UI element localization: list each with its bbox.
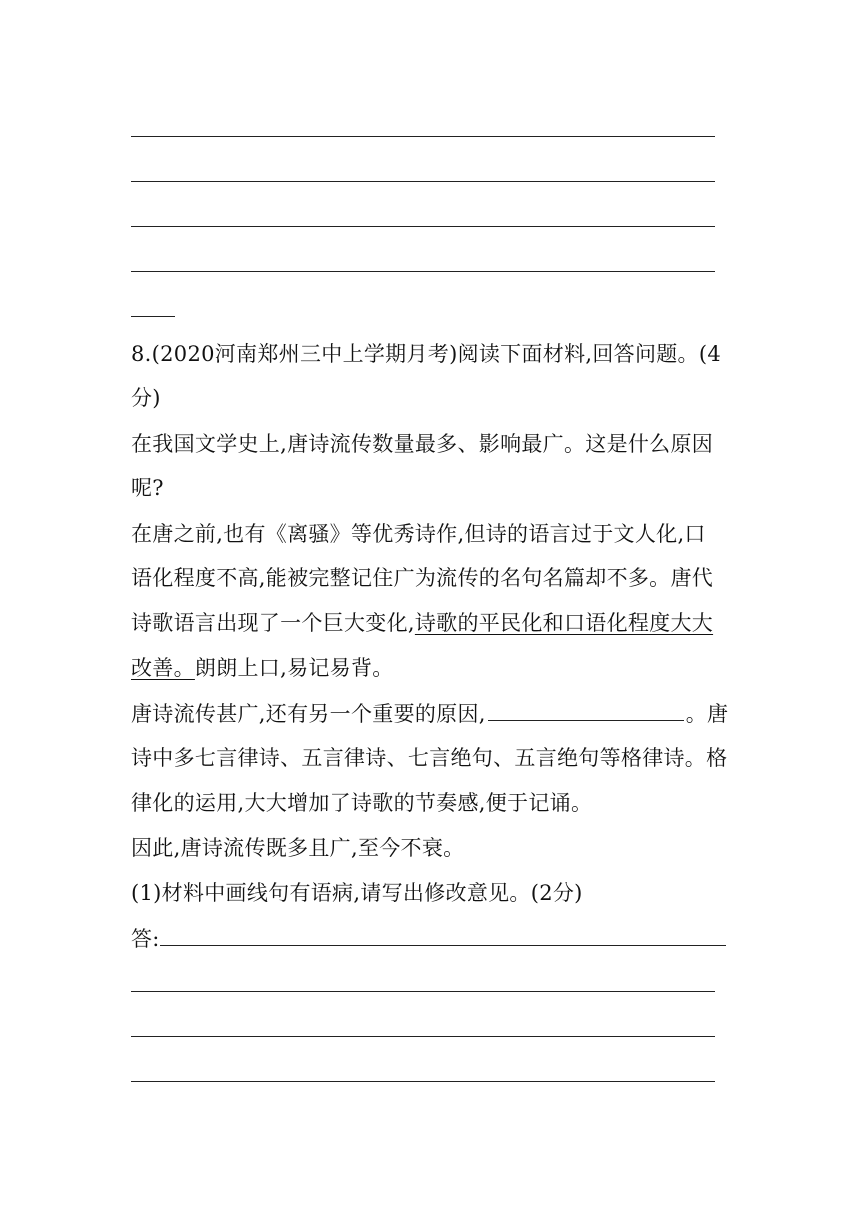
paragraph-3-text: 唐诗流传甚广,还有另一个重要的原因, [131, 702, 486, 726]
paragraph-1-line-2: 呢? [131, 476, 164, 500]
underlined-sentence: 诗歌的平民化和口语化程度大大 [414, 611, 714, 635]
answer-line[interactable] [131, 991, 715, 992]
answer-line[interactable] [131, 271, 715, 272]
question-header-cont: 分) [131, 386, 161, 410]
answer-label: 答: [131, 927, 160, 951]
paragraph-3-line-3: 律化的运用,大大增加了诗歌的节奏感,便于记诵。 [131, 791, 593, 815]
answer-line[interactable] [131, 226, 715, 227]
paragraph-3-text-cont: 。唐 [685, 702, 729, 726]
answer-line[interactable] [131, 1081, 715, 1082]
answer-field[interactable] [160, 923, 726, 946]
paragraph-2-line-3 [131, 608, 713, 638]
paragraph-2-text-end: 朗朗上口,易记易背。 [194, 656, 394, 680]
paragraph-1-line-1: 在我国文学史上,唐诗流传数量最多、影响最广。这是什么原因 [131, 432, 714, 456]
answer-line[interactable] [131, 1036, 715, 1037]
answer-line-end[interactable] [131, 316, 175, 317]
question-header: 8.(2020河南郑州三中上学期月考)阅读下面材料,回答问题。(4 [131, 342, 721, 366]
answer-row [131, 923, 726, 954]
paragraph-2-line-2: 语化程度不高,能被完整记住广为流传的名句名篇却不多。唐代 [131, 566, 714, 590]
sub-question-1: (1)材料中画线句有语病,请写出修改意见。(2分) [131, 881, 583, 905]
paragraph-3-line-2: 诗中多七言律诗、五言律诗、七言绝句、五言绝句等格律诗。格 [131, 746, 728, 770]
paragraph-3-line-1 [131, 698, 728, 729]
answer-line[interactable] [131, 181, 715, 182]
paragraph-2-text: 诗歌语言出现了一个巨大变化, [131, 611, 415, 635]
paragraph-2-line-4 [131, 653, 394, 683]
underlined-sentence-end: 改善。 [131, 656, 195, 680]
answer-line[interactable] [131, 136, 715, 137]
paragraph-4: 因此,唐诗流传既多且广,至今不衰。 [131, 836, 465, 860]
paragraph-2-line-1: 在唐之前,也有《离骚》等优秀诗作,但诗的语言过于文人化,口 [131, 522, 706, 546]
fill-blank[interactable] [488, 698, 684, 721]
